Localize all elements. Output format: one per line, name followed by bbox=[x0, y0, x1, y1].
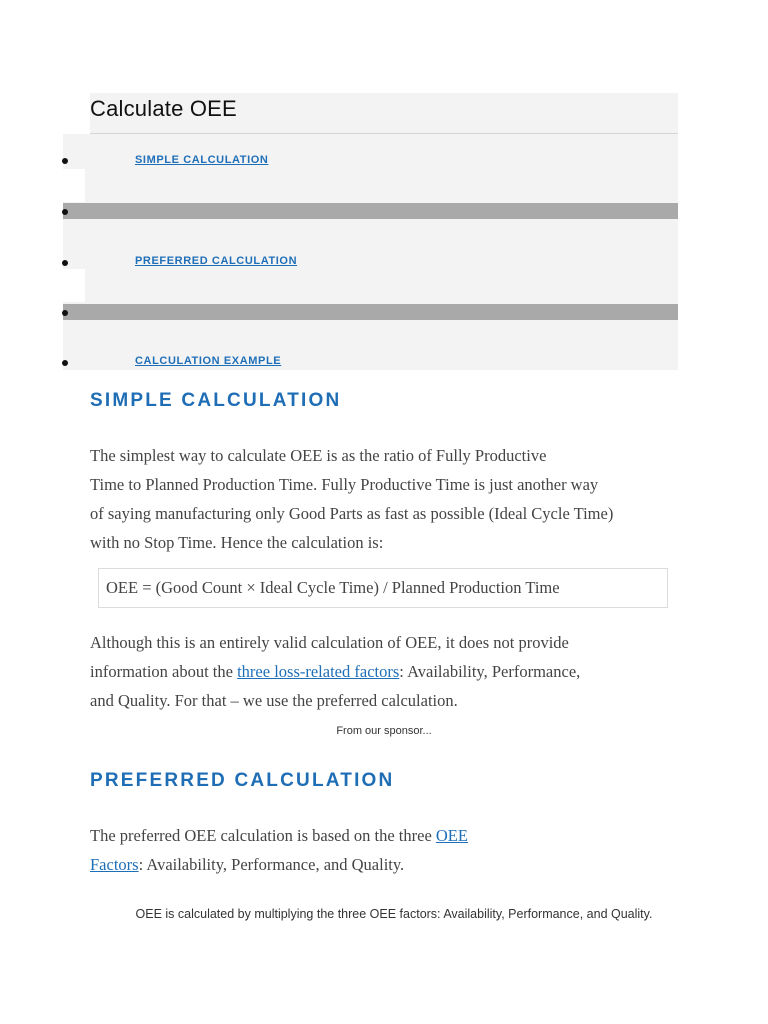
toc-gap bbox=[63, 269, 85, 302]
toc-separator bbox=[63, 203, 678, 219]
paragraph-line bbox=[90, 850, 690, 879]
preferred-calculation-paragraph bbox=[90, 821, 690, 879]
list-bullet bbox=[62, 310, 68, 316]
paragraph-line: Although this is an entirely valid calculation of OEE, it does not provide bbox=[90, 633, 569, 652]
sponsor-label: From our sponsor... bbox=[336, 725, 432, 737]
formula-box bbox=[98, 568, 668, 608]
oee-factors-link[interactable]: Factors bbox=[90, 855, 139, 874]
list-bullet bbox=[62, 260, 68, 266]
list-bullet bbox=[62, 209, 68, 215]
toc-link-calculation-example[interactable]: CALCULATION EXAMPLE bbox=[135, 355, 282, 367]
toc-link-preferred-calculation[interactable]: PREFERRED CALCULATION bbox=[135, 255, 298, 267]
oee-formula: OEE = (Good Count × Ideal Cycle Time) / Planned Production Time bbox=[106, 578, 560, 597]
toc-title: Calculate OEE bbox=[90, 96, 237, 121]
paragraph-text: : Availability, Performance, and Quality. bbox=[138, 855, 405, 874]
paragraph-line: and Quality. For that – we use the preferred calculation. bbox=[90, 691, 458, 710]
oee-factors-caption: OEE is calculated by multiplying the three OEE factors: Availability, Performance, and Quality. bbox=[135, 907, 653, 921]
paragraph-line: of saying manufacturing only Good Parts as fast as possible (Ideal Cycle Time) bbox=[90, 504, 614, 523]
paragraph-text: The preferred OEE calculation is based on the three bbox=[90, 826, 436, 845]
paragraph-line: Time to Planned Production Time. Fully Productive Time is just another way bbox=[90, 475, 599, 494]
section-heading-preferred-calculation: PREFERRED CALCULATION bbox=[90, 770, 395, 791]
toc-separator bbox=[63, 304, 678, 320]
paragraph-line: The simplest way to calculate OEE is as the ratio of Fully Productive bbox=[90, 446, 547, 465]
oee-factors-link[interactable]: OEE bbox=[435, 826, 468, 845]
toc-list bbox=[63, 134, 678, 370]
paragraph-text: information about the bbox=[90, 662, 238, 681]
toc-header bbox=[90, 93, 678, 134]
toc-gap bbox=[63, 169, 85, 202]
paragraph-line bbox=[90, 657, 690, 686]
list-bullet bbox=[62, 360, 68, 366]
paragraph-text: : Availability, Performance, bbox=[399, 662, 581, 681]
loss-factors-paragraph bbox=[90, 628, 690, 715]
three-loss-related-factors-link[interactable]: three loss-related factors bbox=[237, 662, 400, 681]
simple-calculation-paragraph bbox=[90, 441, 690, 557]
paragraph-line: with no Stop Time. Hence the calculation is: bbox=[90, 533, 384, 552]
list-bullet bbox=[62, 158, 68, 164]
toc-link-simple-calculation[interactable]: SIMPLE CALCULATION bbox=[135, 154, 269, 166]
paragraph-line bbox=[90, 821, 690, 850]
section-heading-simple-calculation: SIMPLE CALCULATION bbox=[90, 390, 342, 411]
